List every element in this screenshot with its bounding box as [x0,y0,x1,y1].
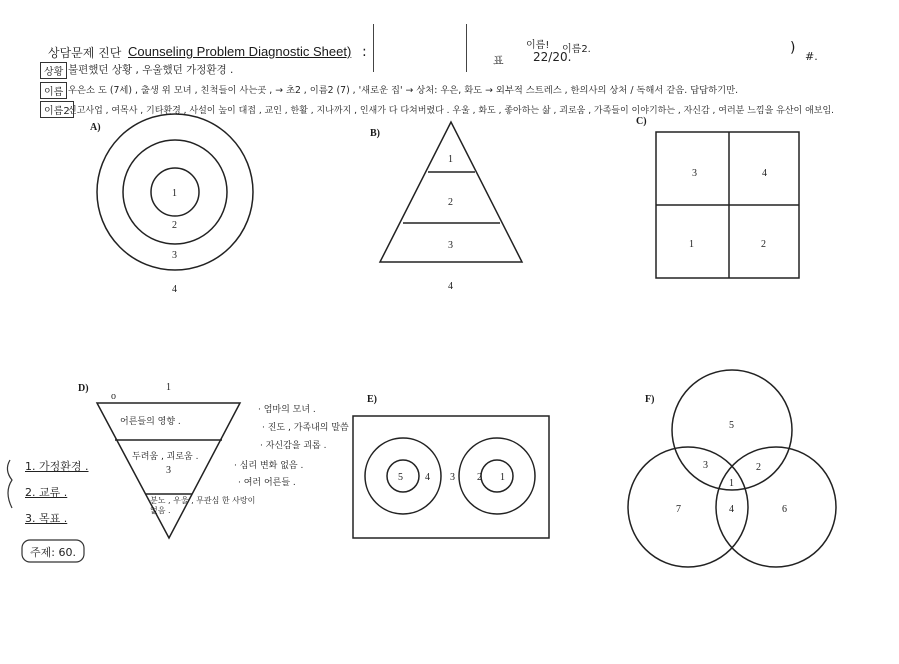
panel-d-left-note-2: 2. 교류 . [25,486,68,499]
panel-a-text-3: 3 [172,250,177,261]
row-tag-situation: 상황 [40,62,67,79]
panel-e-right-outer [459,438,535,514]
panel-d-label: D) [78,383,89,394]
row-tag-name2: 이름2 [40,101,74,118]
panel-a-label: A) [90,122,101,133]
panel-f-text-5: 5 [729,420,734,431]
panel-d-left-brace [7,460,12,508]
panel-d-left-box-text: 주제: 60. [30,546,76,559]
panel-f-text-6: 6 [782,504,787,515]
panel-d-right-note-1: · 엄마의 모녀 . [258,405,316,415]
date-value: 22/20. [533,50,572,64]
panel-d-left-note-1: 1. 가정환경 . [25,460,89,473]
panel-d-right-note-3: · 자신감을 괴롭 . [260,441,327,451]
panel-d-inner-note-3: 분노 , 우울 , 무관심 한 사랑이 없음 . [150,496,256,515]
panel-e-diagram [353,416,549,538]
panel-e-right-inner [481,460,513,492]
panel-d-right-note-4: · 심리 변화 없음 . [234,461,304,471]
title-colon: : [362,44,367,60]
panel-f-label: F) [645,394,655,405]
closing-paren: ) [790,40,796,56]
panel-f-circle-right [716,447,836,567]
panel-f-text-3: 3 [703,460,708,471]
panel-b-text-2: 2 [448,197,453,208]
panel-f-diagram [628,370,836,567]
panel-d-right-note-5: · 여러 어른들 . [238,478,296,488]
panel-d-text-mid: 3 [166,465,171,476]
panel-b-label: B) [370,128,380,139]
panel-e-text-3: 3 [450,472,455,483]
panel-c-label: C) [636,116,647,127]
panel-f-text-4: 4 [729,504,734,515]
panel-b-text-3: 3 [448,240,453,251]
panel-d-left-note-3: 3. 목표 . [25,512,68,525]
panel-c-diagram [656,132,799,278]
panel-e-left-inner [387,460,419,492]
panel-d-right-note-2: · 진도 , 가족내의 말씀 . [262,423,355,433]
panel-b-text-4: 4 [448,281,453,292]
panel-b-text-1: 1 [448,154,453,165]
panel-e-text-5: 5 [398,472,403,483]
panel-a-text-1: 1 [172,188,177,199]
panel-c-text-4: 4 [762,168,767,179]
panel-e-text-1: 1 [500,472,505,483]
panel-e-text-2: 2 [477,472,482,483]
panel-c-text-3: 3 [692,168,697,179]
panel-d-small-mark: o [111,391,116,402]
panel-c-text-1: 1 [689,239,694,250]
row-tag-name: 이름 [40,82,67,99]
panel-d-inner-note-1: 어른들의 영향 . [120,417,181,427]
panel-d-text-top: 1 [166,382,171,393]
panel-f-text-1: 1 [729,478,734,489]
panel-d-inner-note-2: 두려움 , 괴로움 . [132,452,199,462]
row-text-name2: 신고사업 , 여목사 , 기타환경 , 사설이 높이 대접 , 교인 , 한활 , 지나까지 , 인새가 다 다쳐버렸다 . 우울 , 화도 , 좋아하는 삶 , 괴로움 , 가족들이 이야기하는 , 자신감 , 여러분 느낌을 유산이 애보임. [68,106,835,116]
date-label-top: 이름! [526,40,550,51]
sheet-title-english: Counseling Problem Diagnostic Sheet) [128,44,352,59]
sheet-title-korean: 상담문제 진단 [48,46,122,60]
panel-e-label: E) [367,394,377,405]
date-label-sup: 이름2. [562,44,591,55]
row-text-name: 우은소 도 (7세) , 출생 위 모녀 , 친척들이 사는곳 , → 초2 , 이름2 (7) , '새로운 집' → 상처: 우은, 화도 → 외부적 스트레스 , 한의사의 상처 / 독해서 같음. 답답하기만. [68,85,739,96]
sheet-number: #. [805,50,818,63]
panel-f-text-2: 2 [756,462,761,473]
panel-e-text-4: 4 [425,472,430,483]
panel-a-text-4: 4 [172,284,177,295]
panel-f-text-7: 7 [676,504,681,515]
row-text-situation: 불편했던 상황 , 우울했던 가정환경 . [68,64,234,76]
panel-a-text-2: 2 [172,220,177,231]
panel-a-diagram [97,114,253,295]
panel-b-diagram [380,122,522,292]
panel-c-text-2: 2 [761,239,766,250]
mark-symbol: 표 [493,54,504,67]
